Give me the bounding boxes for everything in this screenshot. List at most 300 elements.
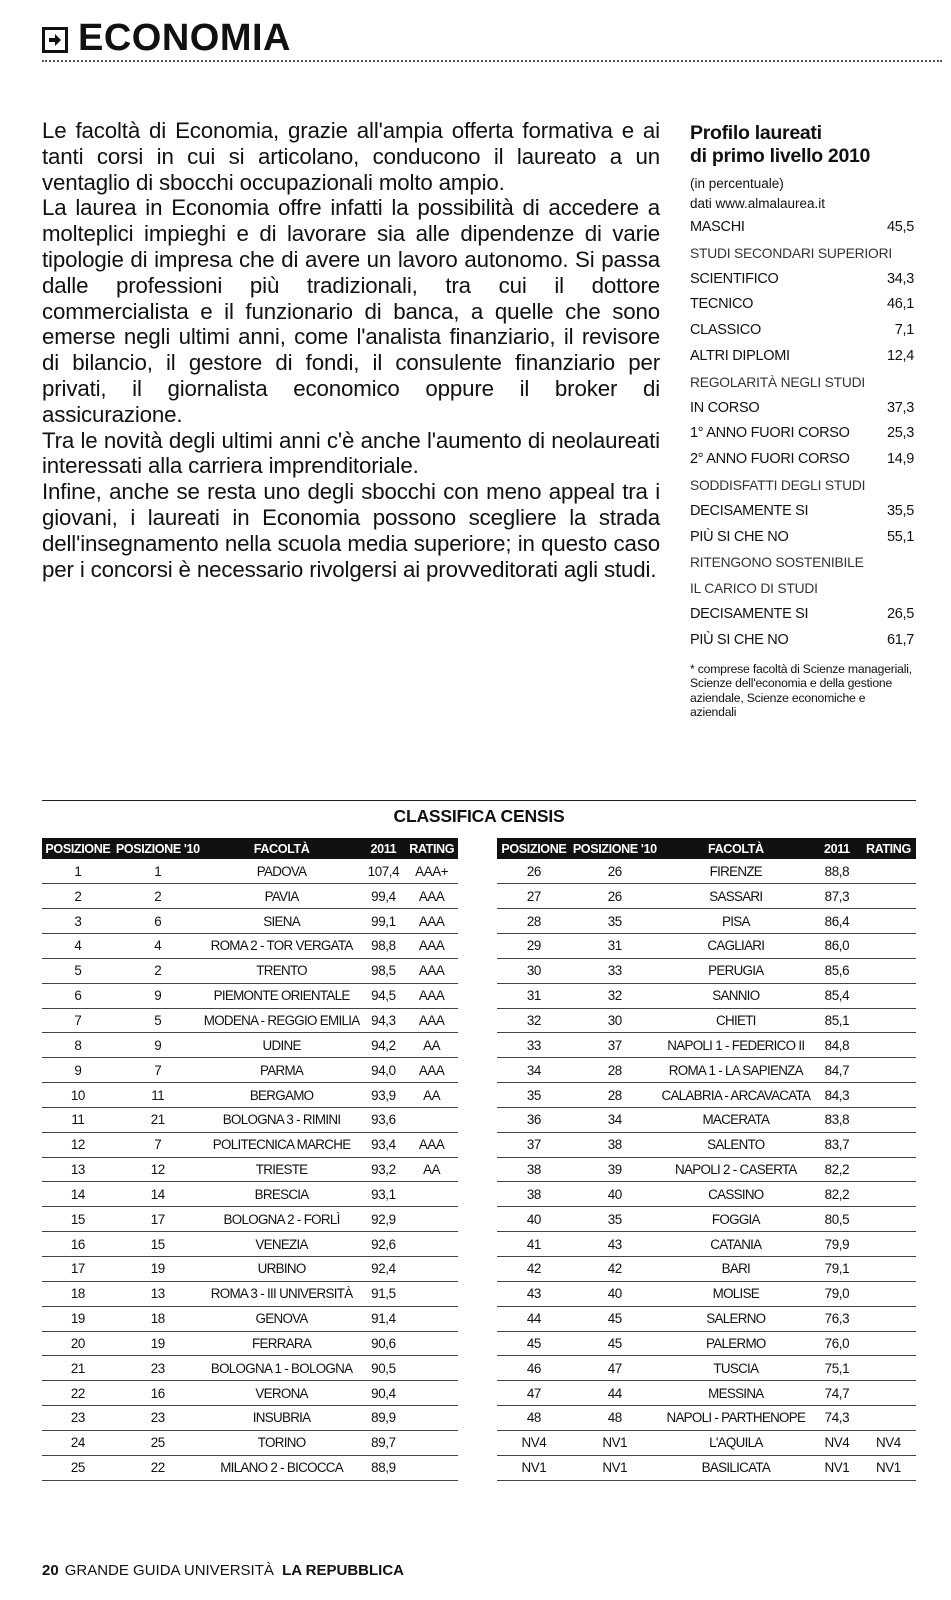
faculty-cell: MESSINA [659, 1381, 813, 1406]
position-2010-cell: 26 [571, 859, 659, 884]
position-2010-cell: 16 [114, 1381, 202, 1406]
profile-row-label: RITENGONO SOSTENIBILE [690, 555, 864, 571]
position-cell: 28 [497, 909, 571, 934]
profile-row-value: 35,5 [886, 502, 914, 519]
rating-cell [861, 934, 916, 959]
faculty-cell: CHIETI [659, 1008, 813, 1033]
score-2011-cell: 88,9 [361, 1455, 405, 1480]
profile-row [690, 267, 914, 293]
profile-row-label: 2° ANNO FUORI CORSO [690, 451, 850, 468]
faculty-cell: NAPOLI 1 - FEDERICO II [659, 1033, 813, 1058]
profile-row-value: 55,1 [886, 528, 914, 545]
ranking-divider [42, 800, 916, 801]
position-cell: 10 [42, 1083, 114, 1108]
score-2011-cell: 82,2 [813, 1182, 861, 1207]
score-2011-cell: 74,3 [813, 1406, 861, 1431]
faculty-cell: VERONA [202, 1381, 362, 1406]
table-row [42, 1107, 458, 1132]
faculty-cell: GENOVA [202, 1306, 362, 1331]
position-cell: 17 [42, 1257, 114, 1282]
faculty-cell: BOLOGNA 2 - FORLÌ [202, 1207, 362, 1232]
position-cell: 33 [497, 1033, 571, 1058]
faculty-cell: TUSCIA [659, 1356, 813, 1381]
score-2011-cell: 89,7 [361, 1430, 405, 1455]
position-cell: 47 [497, 1381, 571, 1406]
position-cell: 23 [42, 1406, 114, 1431]
faculty-cell: SALENTO [659, 1132, 813, 1157]
ranking-header-row [497, 838, 916, 859]
table-row [497, 1132, 916, 1157]
table-row [497, 958, 916, 983]
rating-cell: AAA [405, 1058, 458, 1083]
score-2011-cell: 92,9 [361, 1207, 405, 1232]
score-2011-cell: 85,1 [813, 1008, 861, 1033]
profile-row-value: 34,3 [886, 270, 914, 287]
profile-row [690, 447, 914, 473]
position-cell: 37 [497, 1132, 571, 1157]
profile-row-label: IN CORSO [690, 399, 760, 416]
score-2011-cell: 93,2 [361, 1157, 405, 1182]
faculty-cell: UDINE [202, 1033, 362, 1058]
table-row [42, 1455, 458, 1480]
position-2010-cell: 9 [114, 983, 202, 1008]
profile-row-label: SODDISFATTI DEGLI STUDI [690, 477, 866, 493]
table-row [497, 884, 916, 909]
faculty-cell: PERUGIA [659, 958, 813, 983]
position-cell: 32 [497, 1008, 571, 1033]
table-row [497, 1182, 916, 1207]
score-2011-cell: 74,7 [813, 1381, 861, 1406]
rating-cell [861, 1157, 916, 1182]
rating-cell [861, 884, 916, 909]
rating-cell [405, 1182, 458, 1207]
rating-cell [861, 1281, 916, 1306]
ranking-column-header: FACOLTÀ [202, 838, 362, 859]
position-2010-cell: 45 [571, 1331, 659, 1356]
position-2010-cell: 31 [571, 934, 659, 959]
faculty-cell: FERRARA [202, 1331, 362, 1356]
rating-cell: AAA [405, 909, 458, 934]
article-paragraph: Le facoltà di Economia, grazie all'ampia offerta formativa e ai tanti corsi in cui si articolano, conducono il laureato a un ventaglio di sbocchi occupazionali molto ampio. [42, 118, 660, 195]
rating-cell [861, 1008, 916, 1033]
faculty-cell: BASILICATA [659, 1455, 813, 1480]
score-2011-cell: 89,9 [361, 1406, 405, 1431]
profile-group-heading [690, 550, 914, 576]
position-2010-cell: 15 [114, 1232, 202, 1257]
position-cell: 46 [497, 1356, 571, 1381]
profile-row-label: PIÙ SI CHE NO [690, 528, 789, 545]
article-paragraph: Tra le novità degli ultimi anni c'è anche l'aumento di neolaureati interessati alla carriera imprenditoriale. [42, 427, 660, 479]
position-2010-cell: 26 [571, 884, 659, 909]
table-row [42, 934, 458, 959]
rating-cell [405, 1455, 458, 1480]
position-cell: 21 [42, 1356, 114, 1381]
rating-cell [405, 1406, 458, 1431]
table-row [42, 958, 458, 983]
position-cell: 35 [497, 1083, 571, 1108]
score-2011-cell: 84,7 [813, 1058, 861, 1083]
position-2010-cell: 22 [114, 1455, 202, 1480]
table-row [42, 1207, 458, 1232]
score-2011-cell: 94,2 [361, 1033, 405, 1058]
score-2011-cell: 76,0 [813, 1331, 861, 1356]
position-cell: 41 [497, 1232, 571, 1257]
profile-group-heading [690, 370, 914, 396]
profile-row [690, 525, 914, 551]
ranking-table-left [42, 838, 458, 1481]
profile-row-label: DECISAMENTE SI [690, 502, 809, 519]
table-row [42, 1281, 458, 1306]
faculty-cell: PARMA [202, 1058, 362, 1083]
arrow-right-box-icon [42, 27, 68, 53]
position-cell: 25 [42, 1455, 114, 1480]
score-2011-cell: 93,9 [361, 1083, 405, 1108]
position-cell: 13 [42, 1157, 114, 1182]
position-cell: 29 [497, 934, 571, 959]
table-row [42, 884, 458, 909]
profile-row-value: 26,5 [886, 605, 914, 622]
position-cell: 31 [497, 983, 571, 1008]
profile-row [690, 421, 914, 447]
table-row [497, 1381, 916, 1406]
faculty-cell: ROMA 1 - LA SAPIENZA [659, 1058, 813, 1083]
score-2011-cell: 85,6 [813, 958, 861, 983]
faculty-cell: SALERNO [659, 1306, 813, 1331]
position-cell: 4 [42, 934, 114, 959]
position-2010-cell: 19 [114, 1257, 202, 1282]
rating-cell: AA [405, 1157, 458, 1182]
profile-group-heading [690, 241, 914, 267]
profile-row-label: ALTRI DIPLOMI [690, 347, 790, 364]
faculty-cell: CATANIA [659, 1232, 813, 1257]
table-row [497, 859, 916, 884]
score-2011-cell: 92,4 [361, 1257, 405, 1282]
position-2010-cell: 23 [114, 1406, 202, 1431]
table-row [42, 1430, 458, 1455]
position-2010-cell: 42 [571, 1257, 659, 1282]
profile-group-heading [690, 473, 914, 499]
position-cell: 5 [42, 958, 114, 983]
position-2010-cell: 43 [571, 1232, 659, 1257]
score-2011-cell: 94,3 [361, 1008, 405, 1033]
rating-cell [861, 1132, 916, 1157]
ranking-column-header: POSIZIONE [42, 838, 114, 859]
position-cell: 14 [42, 1182, 114, 1207]
position-cell: 27 [497, 884, 571, 909]
position-2010-cell: 2 [114, 958, 202, 983]
faculty-cell: BERGAMO [202, 1083, 362, 1108]
score-2011-cell: 99,4 [361, 884, 405, 909]
profile-row-value: 37,3 [886, 399, 914, 416]
faculty-cell: VENEZIA [202, 1232, 362, 1257]
position-cell: NV1 [497, 1455, 571, 1480]
table-row [497, 909, 916, 934]
position-cell: 11 [42, 1107, 114, 1132]
score-2011-cell: NV1 [813, 1455, 861, 1480]
position-2010-cell: 32 [571, 983, 659, 1008]
faculty-cell: FIRENZE [659, 859, 813, 884]
rating-cell [861, 1381, 916, 1406]
ranking-title: CLASSIFICA CENSIS [393, 806, 565, 826]
rating-cell [861, 1232, 916, 1257]
faculty-cell: CAGLIARI [659, 934, 813, 959]
faculty-cell: SASSARI [659, 884, 813, 909]
rating-cell [861, 1356, 916, 1381]
position-2010-cell: 28 [571, 1083, 659, 1108]
profile-row-label: PIÙ SI CHE NO [690, 631, 789, 648]
faculty-cell: BARI [659, 1257, 813, 1282]
faculty-cell: CALABRIA - ARCAVACATA [659, 1083, 813, 1108]
profile-row-label: TECNICO [690, 296, 754, 313]
faculty-cell: PAVIA [202, 884, 362, 909]
position-2010-cell: 34 [571, 1107, 659, 1132]
score-2011-cell: 85,4 [813, 983, 861, 1008]
position-cell: 26 [497, 859, 571, 884]
score-2011-cell: 82,2 [813, 1157, 861, 1182]
position-cell: NV4 [497, 1430, 571, 1455]
position-cell: 45 [497, 1331, 571, 1356]
rating-cell [405, 1232, 458, 1257]
score-2011-cell: 91,5 [361, 1281, 405, 1306]
position-2010-cell: 44 [571, 1381, 659, 1406]
position-cell: 30 [497, 958, 571, 983]
profile-row-value: 25,3 [886, 425, 914, 442]
position-2010-cell: 7 [114, 1132, 202, 1157]
score-2011-cell: 79,0 [813, 1281, 861, 1306]
score-2011-cell: 86,0 [813, 934, 861, 959]
position-2010-cell: 35 [571, 1207, 659, 1232]
faculty-cell: TRIESTE [202, 1157, 362, 1182]
faculty-cell: POLITECNICA MARCHE [202, 1132, 362, 1157]
profile-group-heading [690, 576, 914, 602]
position-2010-cell: 33 [571, 958, 659, 983]
rating-cell [861, 1083, 916, 1108]
table-row [497, 1058, 916, 1083]
position-2010-cell: 45 [571, 1306, 659, 1331]
profile-row-label: SCIENTIFICO [690, 270, 779, 287]
publisher-brand: LA REPUBBLICA [282, 1562, 405, 1579]
table-row [42, 1033, 458, 1058]
rating-cell [861, 1207, 916, 1232]
position-2010-cell: 9 [114, 1033, 202, 1058]
table-row [42, 1157, 458, 1182]
score-2011-cell: 98,5 [361, 958, 405, 983]
profile-row [690, 602, 914, 628]
faculty-cell: CASSINO [659, 1182, 813, 1207]
position-2010-cell: 7 [114, 1058, 202, 1083]
ranking-column-header: RATING [405, 838, 458, 859]
rating-cell: AAA [405, 1008, 458, 1033]
faculty-cell: MODENA - REGGIO EMILIA [202, 1008, 362, 1033]
faculty-cell: ROMA 3 - III UNIVERSITÀ [202, 1281, 362, 1306]
table-row [42, 983, 458, 1008]
table-row [497, 934, 916, 959]
table-row [42, 1406, 458, 1431]
table-row [42, 1008, 458, 1033]
faculty-cell: SIENA [202, 909, 362, 934]
position-2010-cell: NV1 [571, 1430, 659, 1455]
position-2010-cell: 23 [114, 1356, 202, 1381]
rating-cell: AAA [405, 958, 458, 983]
profile-source: dati www.almalaurea.it [690, 196, 826, 211]
position-2010-cell: 25 [114, 1430, 202, 1455]
position-2010-cell: 2 [114, 884, 202, 909]
faculty-cell: MILANO 2 - BICOCCA [202, 1455, 362, 1480]
profile-row-label: CLASSICO [690, 322, 761, 339]
table-row [42, 1306, 458, 1331]
score-2011-cell: 76,3 [813, 1306, 861, 1331]
position-cell: 44 [497, 1306, 571, 1331]
page-footer [42, 1562, 404, 1579]
position-cell: 3 [42, 909, 114, 934]
position-cell: 15 [42, 1207, 114, 1232]
profile-row-label: DECISAMENTE SI [690, 605, 809, 622]
position-cell: 22 [42, 1381, 114, 1406]
rating-cell [405, 1381, 458, 1406]
section-title: ECONOMIA [78, 16, 291, 59]
position-cell: 40 [497, 1207, 571, 1232]
rating-cell [405, 1107, 458, 1132]
position-2010-cell: 37 [571, 1033, 659, 1058]
faculty-cell: NAPOLI 2 - CASERTA [659, 1157, 813, 1182]
position-2010-cell: 39 [571, 1157, 659, 1182]
table-row [497, 1455, 916, 1480]
table-row [42, 1083, 458, 1108]
table-row [497, 1306, 916, 1331]
profile-row [690, 628, 914, 654]
profile-row [690, 344, 914, 370]
position-cell: 19 [42, 1306, 114, 1331]
faculty-cell: BRESCIA [202, 1182, 362, 1207]
profile-row-label: STUDI SECONDARI SUPERIORI [690, 245, 892, 261]
rating-cell: NV4 [861, 1430, 916, 1455]
faculty-cell: TRENTO [202, 958, 362, 983]
table-row [42, 1132, 458, 1157]
table-row [497, 1257, 916, 1282]
position-cell: 8 [42, 1033, 114, 1058]
score-2011-cell: 94,5 [361, 983, 405, 1008]
profile-row-value: 61,7 [886, 631, 914, 648]
position-cell: 1 [42, 859, 114, 884]
position-cell: 16 [42, 1232, 114, 1257]
ranking-column-header: FACOLTÀ [659, 838, 813, 859]
rating-cell [861, 1406, 916, 1431]
faculty-cell: PADOVA [202, 859, 362, 884]
rating-cell [861, 1107, 916, 1132]
position-cell: 6 [42, 983, 114, 1008]
profile-row-label: REGOLARITÀ NEGLI STUDI [690, 374, 865, 390]
table-row [497, 1033, 916, 1058]
faculty-cell: ROMA 2 - TOR VERGATA [202, 934, 362, 959]
score-2011-cell: 79,9 [813, 1232, 861, 1257]
position-2010-cell: 1 [114, 859, 202, 884]
score-2011-cell: 90,6 [361, 1331, 405, 1356]
table-row [497, 1406, 916, 1431]
position-cell: 18 [42, 1281, 114, 1306]
position-cell: 20 [42, 1331, 114, 1356]
faculty-cell: BOLOGNA 3 - RIMINI [202, 1107, 362, 1132]
article-paragraph: Infine, anche se resta uno degli sbocchi con meno appeal tra i giovani, i laureati in Economia possono scegliere la strada dell'insegnamento nella scuola media superiore; in questo caso per i concorsi è necessario rivolgersi ai provveditorati agli studi. [42, 479, 660, 582]
position-2010-cell: NV1 [571, 1455, 659, 1480]
position-2010-cell: 18 [114, 1306, 202, 1331]
position-2010-cell: 40 [571, 1182, 659, 1207]
profile-row-label: MASCHI [690, 219, 745, 235]
position-2010-cell: 5 [114, 1008, 202, 1033]
position-cell: 12 [42, 1132, 114, 1157]
position-cell: 7 [42, 1008, 114, 1033]
score-2011-cell: 87,3 [813, 884, 861, 909]
rating-cell [861, 1058, 916, 1083]
position-cell: 42 [497, 1257, 571, 1282]
publication-name: GRANDE GUIDA UNIVERSITÀ [64, 1562, 274, 1579]
table-row [497, 1207, 916, 1232]
rating-cell [405, 1306, 458, 1331]
position-2010-cell: 21 [114, 1107, 202, 1132]
rating-cell: AAA [405, 983, 458, 1008]
ranking-column-header: 2011 [813, 838, 861, 859]
rating-cell [861, 1257, 916, 1282]
table-row [42, 1058, 458, 1083]
faculty-cell: FOGGIA [659, 1207, 813, 1232]
table-row [42, 1182, 458, 1207]
score-2011-cell: 98,8 [361, 934, 405, 959]
faculty-cell: TORINO [202, 1430, 362, 1455]
position-2010-cell: 13 [114, 1281, 202, 1306]
score-2011-cell: 80,5 [813, 1207, 861, 1232]
rating-cell [861, 958, 916, 983]
rating-cell: AAA [405, 1132, 458, 1157]
table-row [42, 1331, 458, 1356]
table-row [497, 1157, 916, 1182]
rating-cell [861, 983, 916, 1008]
faculty-cell: L'AQUILA [659, 1430, 813, 1455]
ranking-header-row [42, 838, 458, 859]
position-2010-cell: 30 [571, 1008, 659, 1033]
rating-cell: AAA+ [405, 859, 458, 884]
profile-footnote: * comprese facoltà di Scienze manageriali, Scienze dell'economia e della gestione aziendale, Scienze economiche e aziendali [690, 661, 912, 720]
faculty-cell: URBINO [202, 1257, 362, 1282]
rating-cell [861, 1182, 916, 1207]
score-2011-cell: 94,0 [361, 1058, 405, 1083]
profile-row [690, 292, 914, 318]
rating-cell [405, 1331, 458, 1356]
position-2010-cell: 6 [114, 909, 202, 934]
score-2011-cell: 86,4 [813, 909, 861, 934]
score-2011-cell: 93,6 [361, 1107, 405, 1132]
position-cell: 2 [42, 884, 114, 909]
table-row [497, 1083, 916, 1108]
score-2011-cell: 90,5 [361, 1356, 405, 1381]
faculty-cell: PALERMO [659, 1331, 813, 1356]
score-2011-cell: 107,4 [361, 859, 405, 884]
table-row [497, 983, 916, 1008]
position-cell: 43 [497, 1281, 571, 1306]
position-2010-cell: 35 [571, 909, 659, 934]
table-row [42, 859, 458, 884]
position-2010-cell: 12 [114, 1157, 202, 1182]
position-2010-cell: 4 [114, 934, 202, 959]
table-row [42, 909, 458, 934]
profile-row-label: 1° ANNO FUORI CORSO [690, 425, 850, 442]
rating-cell: AAA [405, 934, 458, 959]
table-row [42, 1381, 458, 1406]
table-row [497, 1232, 916, 1257]
ranking-column-header: 2011 [361, 838, 405, 859]
score-2011-cell: 93,1 [361, 1182, 405, 1207]
rating-cell [861, 1306, 916, 1331]
section-header [42, 14, 942, 62]
score-2011-cell: 93,4 [361, 1132, 405, 1157]
